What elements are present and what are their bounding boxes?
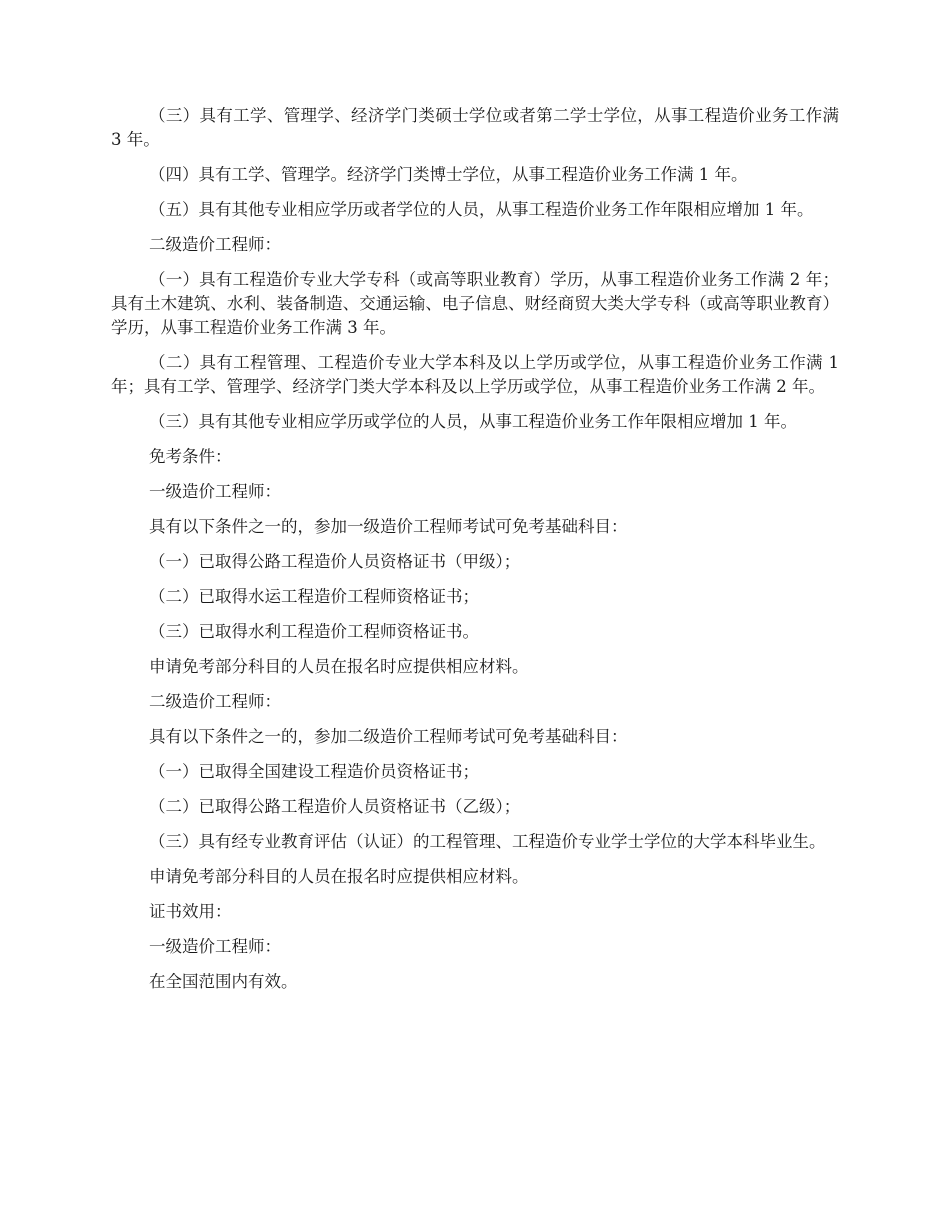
paragraph: 申请免考部分科目的人员在报名时应提供相应材料。 — [149, 657, 529, 676]
paragraph: 申请免考部分科目的人员在报名时应提供相应材料。 — [149, 867, 529, 886]
section-heading: 一级造价工程师： — [149, 937, 281, 956]
document-page — [111, 104, 839, 1005]
list-item: （二）已取得公路工程造价人员资格证书（乙级）； — [149, 797, 521, 816]
section-heading: 二级造价工程师： — [149, 235, 281, 254]
paragraph: （一）具有工程造价专业大学专科（或高等职业教育）学历，从事工程造价业务工作满 2 年；具有土木建筑、水利、装备制造、交通运输、电子信息、财经商贸大类大学专科（或高等职业教育）学历，从事工程造价业务工作满 3 年。 — [111, 270, 839, 337]
list-item: （三）具有经专业教育评估（认证）的工程管理、工程造价专业学士学位的大学本科毕业生。 — [149, 832, 826, 851]
section-heading: 二级造价工程师： — [149, 692, 281, 711]
paragraph: 具有以下条件之一的，参加一级造价工程师考试可免考基础科目： — [149, 517, 628, 536]
paragraph: 具有以下条件之一的，参加二级造价工程师考试可免考基础科目： — [149, 727, 628, 746]
list-item: （一）已取得公路工程造价人员资格证书（甲级）； — [149, 552, 521, 571]
paragraph: 在全国范围内有效。 — [149, 972, 298, 991]
paragraph: （二）具有工程管理、工程造价专业大学本科及以上学历或学位，从事工程造价业务工作满 1 年；具有工学、管理学、经济学门类大学本科及以上学历或学位，从事工程造价业务工作满 2 年。 — [111, 353, 839, 396]
section-heading: 一级造价工程师： — [149, 482, 281, 501]
section-heading: 免考条件： — [149, 447, 232, 466]
list-item: （二）已取得水运工程造价工程师资格证书； — [149, 587, 479, 606]
list-item: （一）已取得全国建设工程造价员资格证书； — [149, 762, 479, 781]
paragraph: （三）具有其他专业相应学历或学位的人员，从事工程造价业务工作年限相应增加 1 年。 — [149, 412, 797, 431]
paragraph: （五）具有其他专业相应学历或者学位的人员，从事工程造价业务工作年限相应增加 1 年。 — [149, 200, 814, 219]
paragraph: （四）具有工学、管理学。经济学门类博士学位，从事工程造价业务工作满 1 年。 — [149, 165, 748, 184]
section-heading: 证书效用： — [149, 902, 232, 921]
list-item: （三）已取得水利工程造价工程师资格证书。 — [149, 622, 479, 641]
paragraph: （三）具有工学、管理学、经济学门类硕士学位或者第二学士学位，从事工程造价业务工作满 3 年。 — [111, 106, 839, 149]
